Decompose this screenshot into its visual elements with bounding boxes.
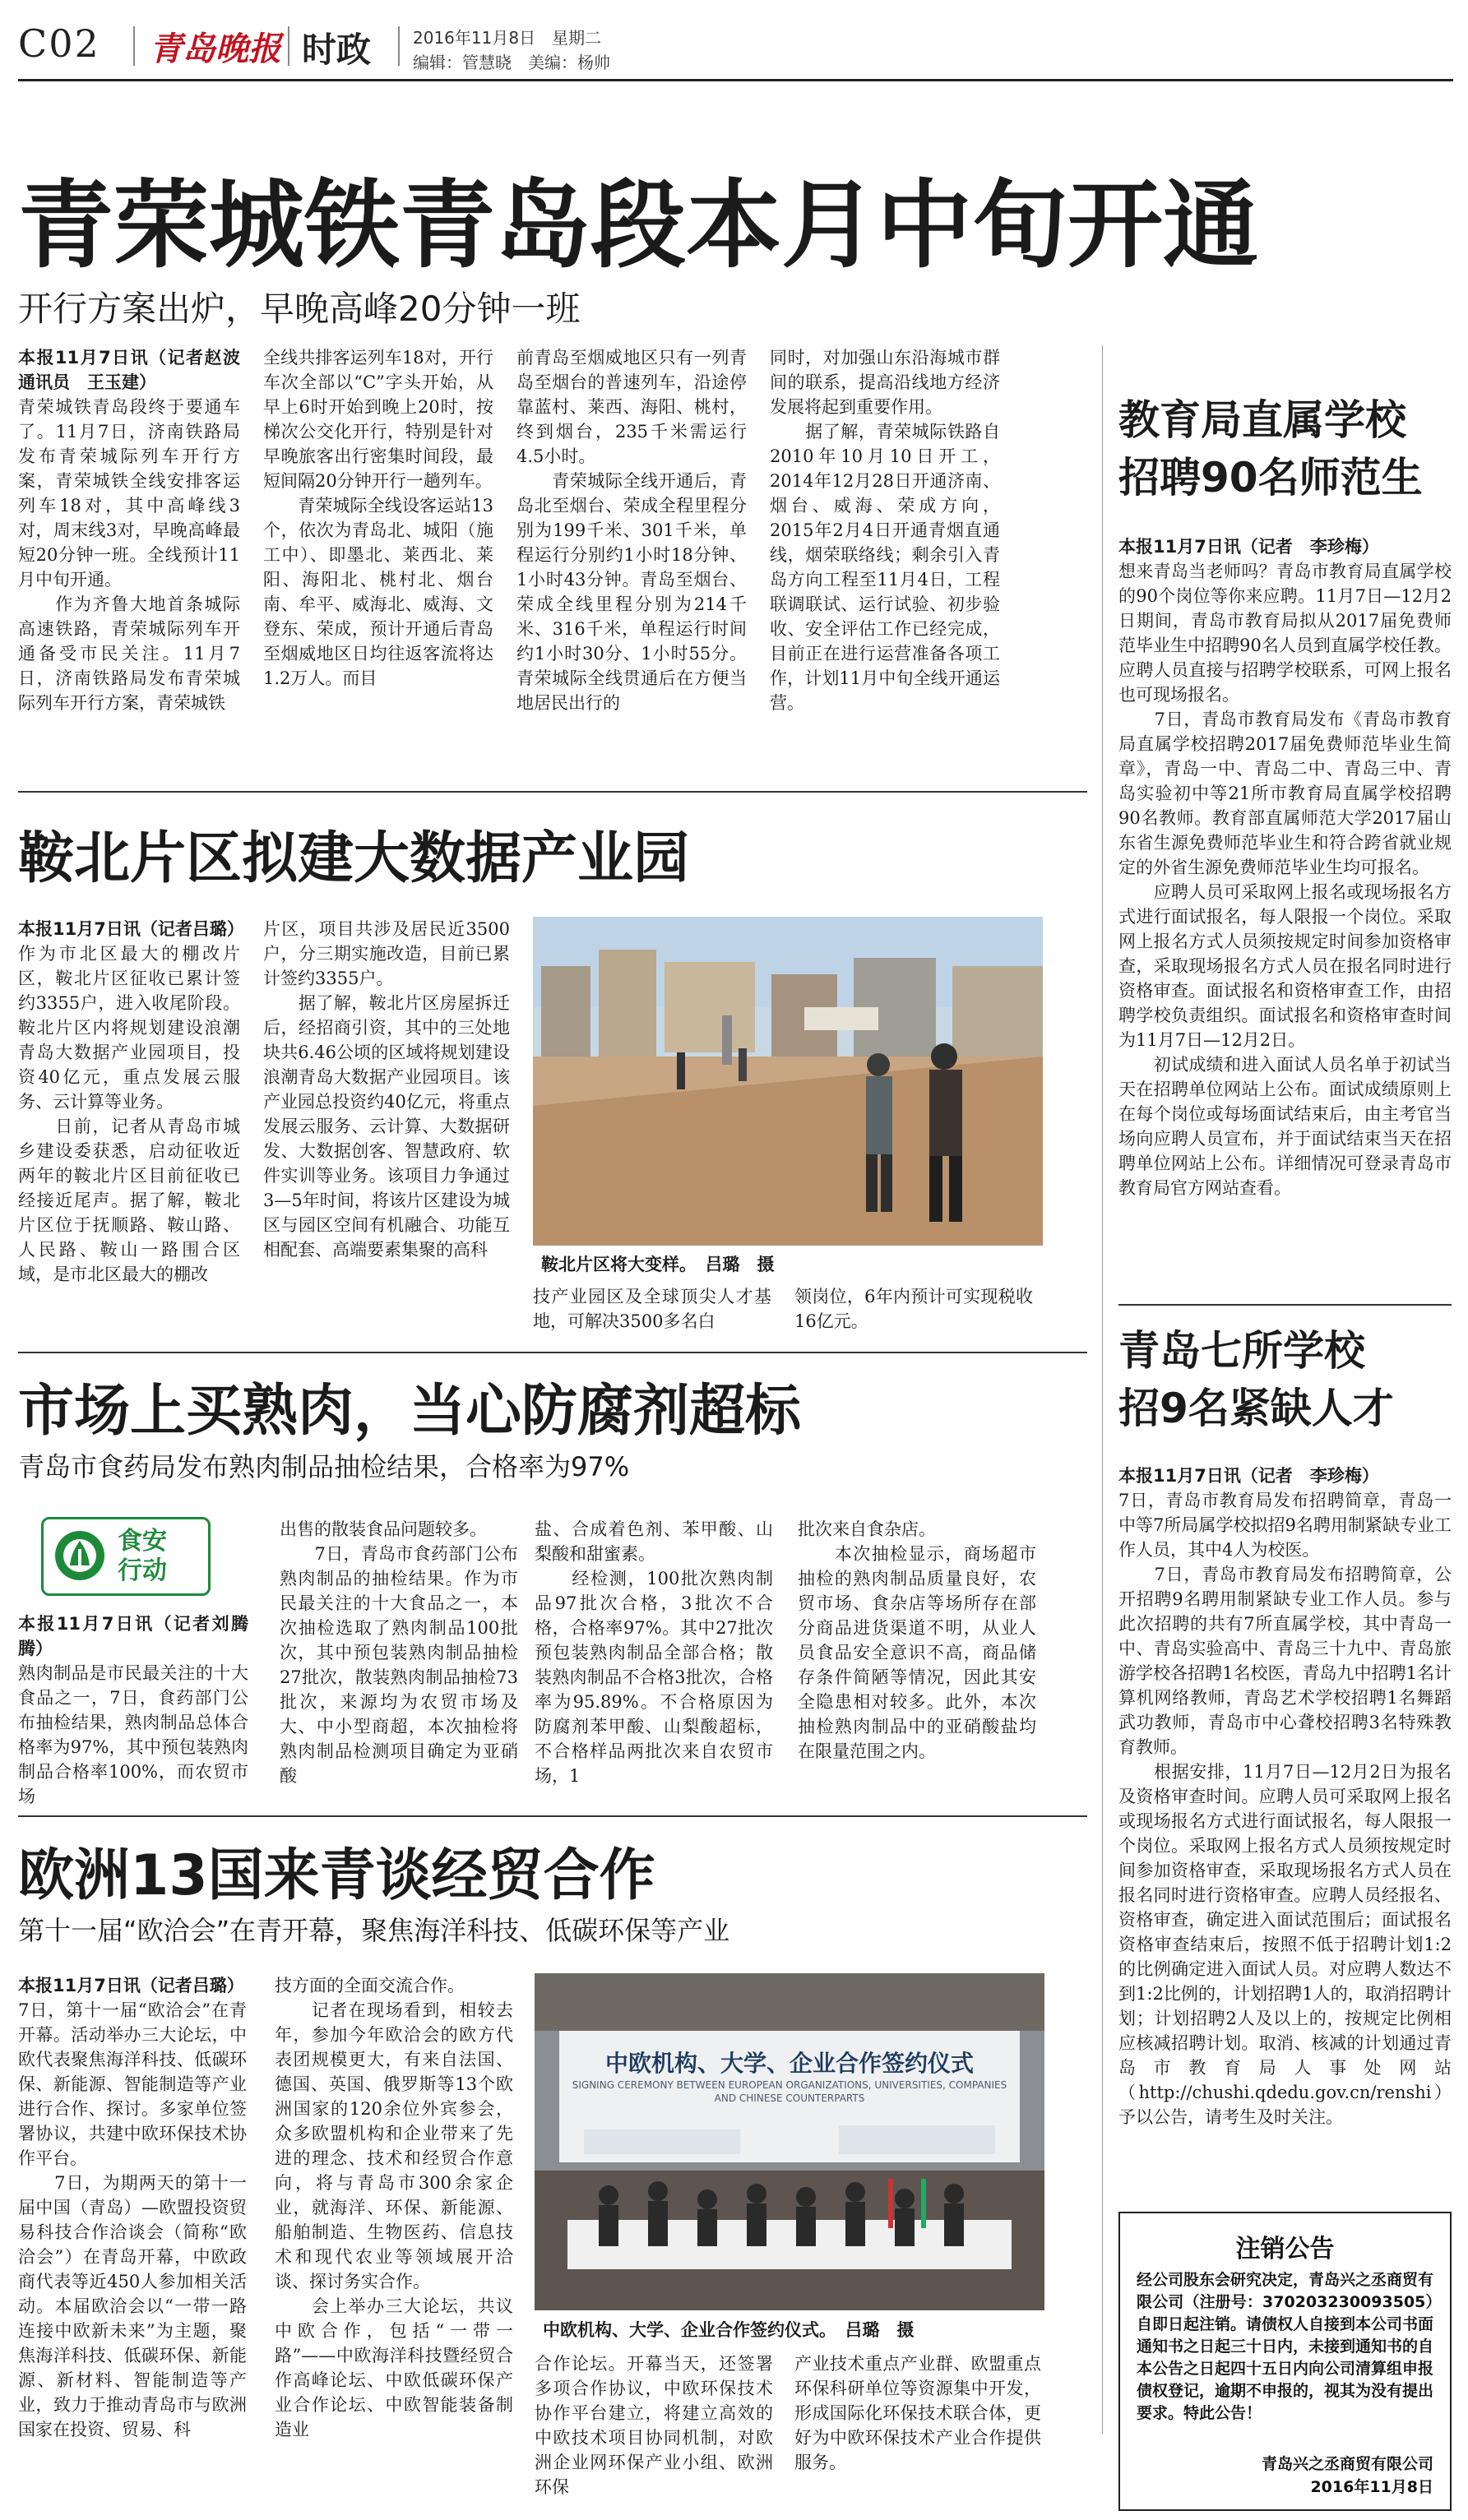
a4-photo-backdrop-subtitle: SIGNING CEREMONY BETWEEN EUROPEAN ORGANIZATIONS, UNIVERSITIES, COMPANIES AND CHINESE COUNTERPARTS: [572, 2079, 1007, 2104]
s2-headline-line-2: 招9名紧缺人才: [1118, 1385, 1394, 1432]
a3-subhead: 青岛市食药局发布熟肉制品抽检结果，合格率为97%: [18, 1451, 630, 1482]
a4-text-2: 技方面的全面交流合作。 记者在现场看到，相较去年，参加今年欧洽会的欧方代表团规模更大，有来自法国、德国、英国、俄罗斯等13个欧洲国家的120余位外宾参会，众多欧盟机构和企业带来了先进的理念、技术和经贸合作意向，将与青岛市300余家企业，就海洋、环保、新能源、船舶制造、生物医药、信息技术和现代农业等领域展开洽谈、探讨务实合作。 会上举办三大论坛，共议中欧合作，包括“一带一路”——中欧海洋科技暨经贸合作高峰论坛、中欧低碳环保产业合作论坛、中欧智能装备制造业: [275, 1976, 513, 2439]
a2-column-1: [18, 917, 244, 1344]
s1-headline-line-2: 招聘90名师范生: [1118, 454, 1423, 502]
notice-body: 经公司股东会研究决定，青岛兴之丞商贸有限公司（注册号：370203230093505）自即日起注销。请债权人自接到本公司书面通知书之日起三十日内，未接到通知书的自本公告之日起四十五日内向公司清算组申报债权登记，逾期不申报的，视其为没有提出要求。特此公告！: [1137, 2271, 1434, 2422]
s2-byline: 本报11月7日讯（记者 李珍梅）: [1118, 1466, 1379, 1486]
a2-photo-image: [533, 917, 1043, 1246]
a2-text-1: 作为市北区最大的棚改片区，鞍北片区征收已累计签约3355户，进入收尾阶段。鞍北片区内将规划建设浪潮青岛大数据产业园项目，投资40亿元，重点发展云服务、云计算等业务。 日前，记者从青岛市城乡建设委获悉，启动征收近两年的鞍北片区目前征收已经接近尾声。据了解，鞍北片区位于抚顺路、鞍山路、人民路、鞍山一路围合区域，是市北区最大的棚改: [18, 944, 240, 1284]
a4-headline: 欧洲13国来青谈经贸合作: [18, 1843, 655, 1908]
a3-text-3: 盐、合成着色剂、苯甲酸、山梨酸和甜蜜素。 经检测，100批次熟肉制品97批次合格，3批次不合格，合格率97%。其中27批次预包装熟肉制品全部合格；散装熟肉制品不合格3批次，合格率为95.89%。不合格原因为防腐剂苯甲酸、山梨酸超标，不合格样品两批次来自农贸市场，1: [535, 1519, 773, 1786]
s2-headline-line-1: 青岛七所学校: [1118, 1327, 1365, 1375]
a4-photo: [535, 1973, 1044, 2310]
paper-logo: 青岛晚报: [150, 30, 281, 68]
s1-bottom-rule: [1118, 1304, 1452, 1306]
a3-byline: 本报11月7日讯（记者刘腾腾）: [18, 1614, 248, 1658]
a1-headline: 青荣城铁青岛段本月中旬开通: [18, 170, 1258, 281]
a1-text-2: 全线共排客运列车18对，开行车次全部以“C”字头开始，从早上6时开始到晚上20时，按梯次公交化开行，特别是针对早晚旅客出行密集时间段，最短间隔20分钟开行一趟列车。 青荣城际全线设客运站13个，依次为青岛北、城阳（施工中）、即墨北、莱西北、莱阳、海阳北、桃村北、烟台南、牟平、威海北、威海、文登东、荣成，预计开通后青岛至烟威地区日均往返客流将达1.2万人。而目: [263, 348, 493, 688]
a3-text-2: 出售的散装食品问题较多。 7日，青岛市食药部门公布熟肉制品的抽检结果。作为市民最关注的十大食品之一，本次抽检选取了熟肉制品100批次，其中预包装熟肉制品抽检27批次，散装熟肉制品抽检73批次，来源均为农贸市场及大、中小型商超，本次抽检将熟肉制品检测项目确定为亚硝酸: [280, 1519, 518, 1786]
masthead-divider: [288, 26, 289, 66]
a2-photo: [533, 917, 1043, 1246]
a3-text-1: 熟肉制品是市民最关注的十大食品之一，7日，食药部门公布抽检结果，熟肉制品总体合格率为97%，其中预包装熟肉制品合格率100%，而农贸市场: [18, 1663, 248, 1806]
food-safety-emblem-icon: [50, 1528, 109, 1584]
a4-photo-image: [535, 1973, 1044, 2310]
a3-text-4: 批次来自食杂店。 本次抽检显示，商场超市抽检的熟肉制品质量良好，农贸市场、食杂店等场所存在部分商品进货渠道不明，从业人员食品安全意识不高，商品储存条件简陋等情况，因此其安全隐患相对较多。此外，本次抽检熟肉制品中的亚硝酸盐均在限量范围之内。: [798, 1519, 1036, 1761]
sidebar-divider: [1102, 345, 1103, 2434]
s2-body: [1118, 1463, 1452, 2187]
a1-text-1: 青荣城铁青岛段终于要通车了。11月7日，济南铁路局发布青荣城际列车开行方案，青荣城铁全线安排客运列车18对，其中高峰线3对，周末线3对，早晚高峰最短20分钟一班。全线预计11月中旬开通。 作为齐鲁大地首条城际高速铁路，青荣城际列车开通备受市民关注。11月7日，济南铁路局发布青荣城际列车开行方案，青荣城铁: [18, 397, 240, 713]
a4-photo-backdrop-title: 中欧机构、大学、企业合作签约仪式: [604, 2050, 974, 2077]
section-name: 时政: [302, 30, 372, 70]
badge-line-1: 食安: [118, 1527, 167, 1556]
a4-photo-caption: 中欧机构、大学、企业合作签约仪式。 吕璐 摄: [543, 2320, 915, 2340]
a2-text-2: 片区，项目共涉及居民近3500户，分三期实施改造，目前已累计签约3355户。 据了解，鞍北片区房屋拆迁后，经招商引资，其中的三处地块共6.46公顷的区域将规划建设浪潮青岛大数据产业园项目。该产业园总投资约40亿元，将重点发展云服务、云计算、大数据研发、大数据创客、智慧政府、软件实训等业务。该项目力争通过3—5年时间，将该片区建设为城区与园区空间有机融合、功能互相配套、高端要素集聚的高科: [263, 919, 510, 1260]
a4-column-1: [18, 1973, 247, 2508]
a3-headline: 市场上买熟肉，当心防腐剂超标: [18, 1379, 802, 1444]
a4-text-4: 产业技术重点产业群、欧盟重点环保科研单位等资源集中开发，形成国际化环保技术联合体，更好为中欧环保技术产业合作提供服务。: [794, 2354, 1041, 2472]
a1-byline: 本报11月7日讯（记者赵波 通讯员 王玉建）: [18, 348, 257, 392]
a2-byline: 本报11月7日讯（记者吕璐）: [18, 919, 244, 939]
a4-subhead: 第十一届“欧洽会”在青开幕，聚焦海洋科技、低碳环保等产业: [18, 1915, 730, 1946]
a3-bottom-rule: [18, 1815, 1087, 1817]
s2-text: 7日，青岛市教育局发布招聘简章，青岛一中等7所局属学校拟招9名聘用制紧缺专业工作人员，其中4人为校医。 7日，青岛市教育局发布招聘简章，公开招聘9名聘用制紧缺专业工作人员。参与此次招聘的共有7所直属学校，其中青岛一中、青岛实验高中、青岛三十九中、青岛旅游学校各招聘1名校医，青岛九中招聘1名计算机网络教师，青岛艺术学校招聘1名舞蹈武功教师，青岛市中心聋校招聘3名特殊教育教师。 根据安排，11月7日—12月2日为报名及资格审查时间。应聘人员可采取网上报名或现场报名方式进行面试报名，每人限报一个岗位。采取网上报名方式人员须按规定时间参加资格审查，采取现场报名方式人员在报名同时进行资格审查。应聘人员经报名、资格审查，确定进入面试范围后；面试报名资格审查结束后，按照不低于招聘计划1:2的比例确定进入面试人员。对应聘人数达不到1:2比例的，计划招聘1人的，取消招聘计划；计划招聘2人及以上的，按规定比例相应核减招聘计划。取消、核减的计划通过青岛市教育局人事处网站（http://chushi.qdedu.gov.cn/renshi）予以公告，请考生及时关注。: [1118, 1491, 1452, 2127]
a1-text-4: 同时，对加强山东沿海城市群间的联系，提高沿线地方经济发展将起到重要作用。 据了解，青荣城际铁路自2010年10月10日开工，2014年12月28日开通济南、烟台、威海、荣成方向，2015年2月4日开通青烟直通线，烟荣联络线；剩余引入青岛方向工程至11月4日，工程联调联试、运行试验、初步验收、安全评估工作已经完成，目前正在进行运营准备各项工作，计划11月中旬全线开通运营。: [770, 348, 1000, 713]
page-number: C02: [18, 21, 100, 66]
s1-headline-line-1: 教育局直属学校: [1118, 396, 1406, 444]
a2-photo-caption: 鞍北片区将大变样。 吕璐 摄: [541, 1255, 775, 1274]
s1-byline: 本报11月7日讯（记者 李珍梅）: [1118, 537, 1379, 557]
issue-date: 2016年11月8日 星期二: [413, 28, 602, 48]
a1-subhead: 开行方案出炉，早晚高峰20分钟一班: [18, 289, 581, 329]
a3-column-1: [18, 1611, 248, 1806]
notice-title: 注销公告: [1235, 2235, 1335, 2263]
a1-bottom-rule: [18, 791, 1087, 793]
badge-line-2: 行动: [118, 1556, 167, 1585]
editor-credits: 编辑：管慧晓 美编：杨帅: [413, 53, 610, 72]
a2-text-4: 领岗位，6年内预计可实现税收16亿元。: [794, 1287, 1033, 1331]
food-safety-badge: [41, 1517, 211, 1596]
masthead-rule: [18, 79, 1453, 81]
a4-byline: 本报11月7日讯（记者吕璐）: [18, 1976, 244, 1995]
a1-column-1: [18, 345, 257, 765]
a4-text-3: 合作论坛。开幕当天，还签署多项合作协议，中欧环保技术协作平台建立，将建立高效的中欧技术项目协同机制，对欧洲企业网环保产业小组、欧洲环保: [535, 2354, 773, 2497]
cancellation-notice: [1118, 2212, 1452, 2511]
s1-text: 想来青岛当老师吗？青岛市教育局直属学校的90个岗位等你来应聘。11月7日—12月2日期间，青岛市教育局拟从2017届免费师范毕业生中招聘90名人员到直属学校任教。应聘人员直接与招聘学校联系，可网上报名也可现场报名。 7日，青岛市教育局发布《青岛市教育局直属学校招聘2017届免费师范毕业生简章》，青岛一中、青岛二中、青岛三中、青岛实验初中等21所市教育局直属学校招聘90名教师。教育部直属师范大学2017届山东省生源免费师范毕业生和符合跨省就业规定的外省生源免费师范毕业生均可报名。 应聘人员可采取网上报名或现场报名方式进行面试报名，每人限报一个岗位。采取网上报名方式人员须按规定时间参加资格审查，采取现场报名方式人员在报名同时进行资格审查。面试报名和资格审查工作，由招聘学校负责组织。面试报名和资格审查时间为11月7日—12月2日。 初试成绩和进入面试人员名单于初试当天在招聘单位网站上公布。面试成绩原则上在每个岗位或每场面试结束后，由主考官当场向应聘人员宣布，并于面试结束当天在招聘单位网站上公布。详细情况可登录青岛市教育局官方网站查看。: [1118, 562, 1452, 1198]
masthead: [18, 18, 1453, 76]
a1-text-3: 前青岛至烟威地区只有一列青岛至烟台的普速列车，沿途停靠蓝村、莱西、海阳、桃村，终到烟台，235千米需运行4.5小时。 青荣城际全线开通后，青岛北至烟台、荣成全程里程分别为199千米、301千米，单程运行分别约1小时18分钟、1小时43分钟。青岛至烟台、荣成全线里程分别为214千米、316千米，单程运行时间约1小时30分、1小时55分。青荣城际全线贯通后在方便当地居民出行的: [516, 348, 747, 713]
a4-text-1: 7日，第十一届“欧洽会”在青开幕。活动举办三大论坛，中欧代表聚焦海洋科技、低碳环保、新能源、智能制造等产业进行合作、探讨。多家单位签署协议，共建中欧环保技术协作平台。 7日，为期两天的第十一届中国（青岛）—欧盟投资贸易科技合作洽谈会（简称“欧洽会”）在青岛开幕，中欧政商代表等近450人参加相关活动。本届欧洽会以“一带一路连接中欧新未来”为主题，聚焦海洋科技、低碳环保、新能源、新材料、智能制造等产业，致力于推动青岛市与欧洲国家在投资、贸易、科: [18, 2000, 247, 2439]
notice-signer: 青岛兴之丞商贸有限公司: [1261, 2455, 1433, 2473]
masthead-divider: [398, 26, 400, 66]
masthead-divider: [133, 26, 135, 66]
s1-body: [1118, 534, 1452, 1291]
a2-headline: 鞍北片区拟建大数据产业园: [18, 826, 690, 891]
notice-date: 2016年11月8日: [1310, 2478, 1433, 2496]
a2-bottom-rule: [18, 1352, 1087, 1353]
a2-text-3: 技产业园区及全球顶尖人才基地，可解决3500多名白: [533, 1287, 771, 1331]
